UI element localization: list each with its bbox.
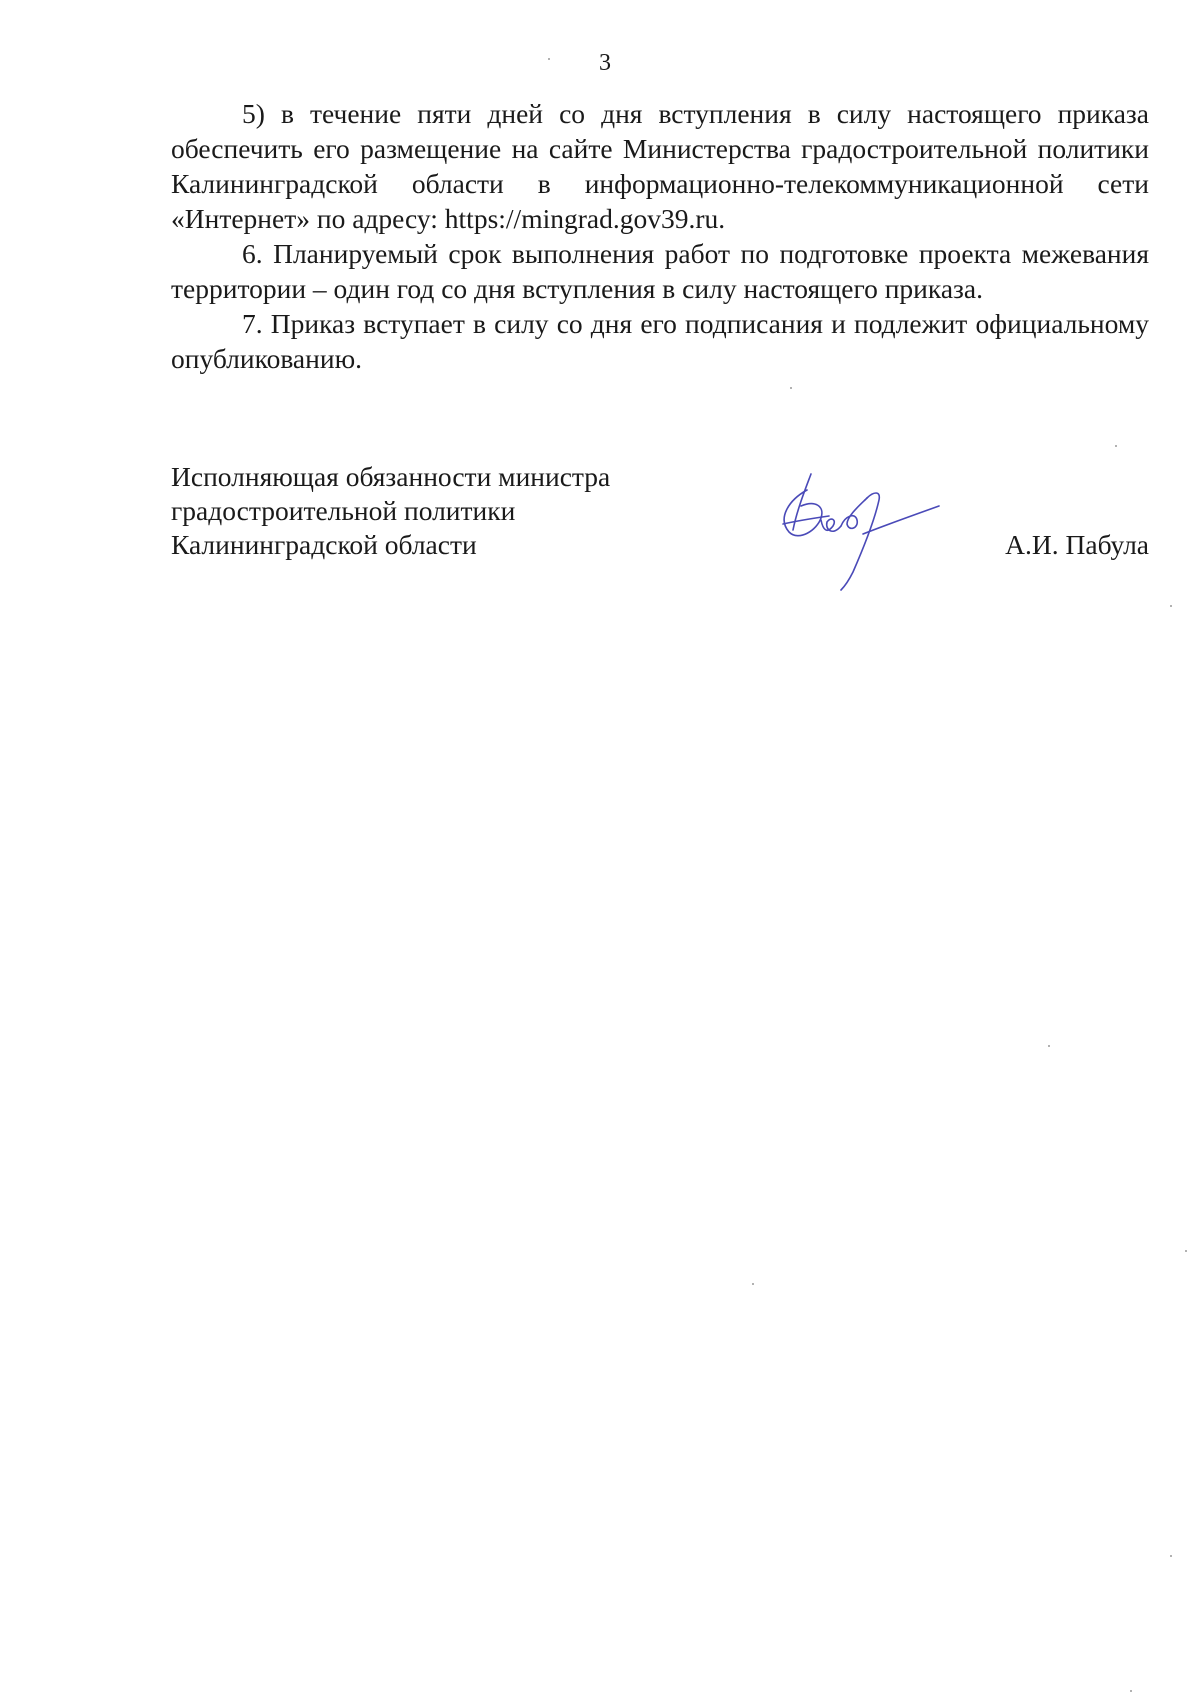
scan-speck bbox=[1115, 445, 1117, 447]
scan-speck bbox=[548, 58, 550, 60]
scan-speck bbox=[1130, 1690, 1132, 1692]
position-line: Исполняющая обязанности министра bbox=[171, 461, 611, 492]
scan-speck bbox=[1185, 1250, 1187, 1252]
scan-speck bbox=[790, 387, 792, 389]
scan-speck bbox=[1170, 1555, 1172, 1557]
scan-speck bbox=[1048, 1045, 1050, 1047]
paragraph-item-7: 7. Приказ вступает в силу со дня его подписания и подлежит официальному опубликованию. bbox=[171, 308, 1149, 374]
scan-speck bbox=[752, 1283, 754, 1285]
signer-name: А.И. Пабула bbox=[1005, 529, 1149, 560]
signature-block bbox=[171, 460, 1149, 600]
position-line: градостроительной политики bbox=[171, 495, 516, 526]
signer-position-title bbox=[171, 460, 610, 562]
position-line: Калининградской области bbox=[171, 529, 477, 560]
scan-speck bbox=[1170, 605, 1172, 607]
paragraph-item-6: 6. Планируемый срок выполнения работ по подготовке проекта межевания территории – один год со дня вступления в силу настоящего приказа. bbox=[171, 238, 1149, 304]
paragraph-item-5: 5) в течение пяти дней со дня вступления в силу настоящего приказа обеспечить его размещение на сайте Министерства градостроительной политики Калининградской области в информационно-телекоммуникационной сети «Интернет» по адресу: https://mingrad.gov39.ru. bbox=[171, 98, 1149, 234]
handwritten-signature bbox=[771, 460, 946, 595]
document-body bbox=[171, 96, 1149, 376]
page-number: 3 bbox=[599, 50, 611, 76]
